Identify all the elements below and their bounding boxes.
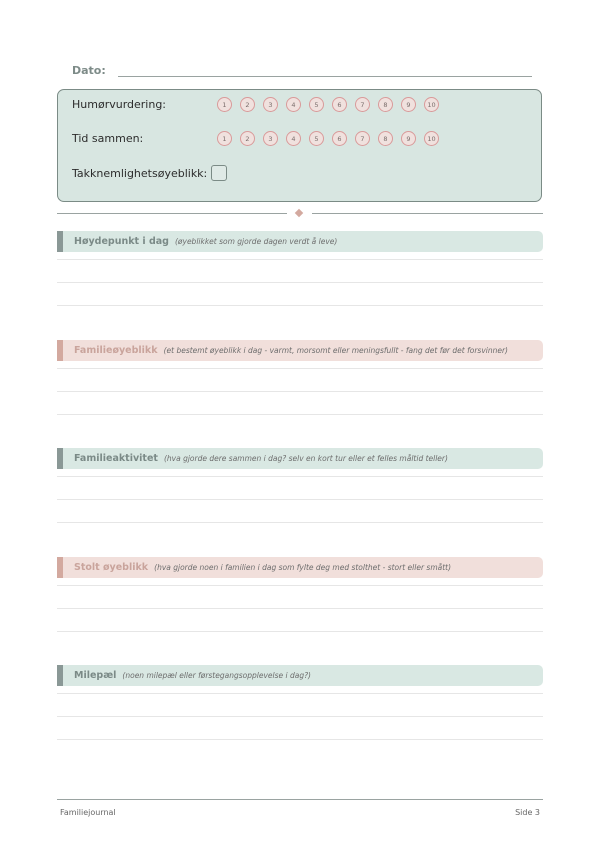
time-option[interactable]: 3 <box>263 131 278 146</box>
time-option[interactable]: 5 <box>309 131 324 146</box>
section-title <box>74 453 448 464</box>
mood-option[interactable]: 9 <box>401 97 416 112</box>
section-family-moment <box>57 340 543 361</box>
section-title <box>74 345 508 356</box>
date-input-line[interactable] <box>118 76 532 77</box>
section-header <box>57 340 543 361</box>
page-number: Side 3 <box>515 808 540 817</box>
section-hint: (hva gjorde dere sammen i dag? selv en kort tur eller et felles måltid teller) <box>163 454 448 463</box>
section-title-text: Høydepunkt i dag <box>74 236 169 247</box>
section-title <box>74 670 311 681</box>
section-title-text: Familieøyeblikk <box>74 345 158 356</box>
section-accent-bar <box>57 557 63 578</box>
time-option[interactable]: 1 <box>217 131 232 146</box>
mood-option[interactable]: 5 <box>309 97 324 112</box>
writing-line[interactable] <box>57 693 543 694</box>
time-scale <box>217 131 447 146</box>
mood-option[interactable]: 4 <box>286 97 301 112</box>
time-option[interactable]: 8 <box>378 131 393 146</box>
rating-panel <box>57 89 542 202</box>
writing-line[interactable] <box>57 716 543 717</box>
section-proud-moment <box>57 557 543 578</box>
section-header <box>57 231 543 252</box>
time-option[interactable]: 7 <box>355 131 370 146</box>
section-header <box>57 665 543 686</box>
mood-option[interactable]: 8 <box>378 97 393 112</box>
mood-option[interactable]: 10 <box>424 97 439 112</box>
writing-line[interactable] <box>57 608 543 609</box>
divider-left <box>57 213 287 214</box>
section-header <box>57 448 543 469</box>
divider-diamond-icon <box>295 209 303 217</box>
mood-scale <box>217 97 447 112</box>
footer-divider <box>57 799 543 800</box>
time-option[interactable]: 2 <box>240 131 255 146</box>
writing-line[interactable] <box>57 391 543 392</box>
section-title <box>74 562 451 573</box>
time-label: Tid sammen: <box>72 132 144 145</box>
section-accent-bar <box>57 448 63 469</box>
section-family-activity <box>57 448 543 469</box>
footer-title: Familiejournal <box>60 808 116 817</box>
mood-option[interactable]: 1 <box>217 97 232 112</box>
writing-line[interactable] <box>57 368 543 369</box>
writing-line[interactable] <box>57 282 543 283</box>
writing-line[interactable] <box>57 739 543 740</box>
section-title-text: Stolt øyeblikk <box>74 562 149 573</box>
section-hint: (hva gjorde noen i familien i dag som fylte deg med stolthet - stort eller smått) <box>154 563 452 572</box>
mood-option[interactable]: 3 <box>263 97 278 112</box>
writing-line[interactable] <box>57 305 543 306</box>
section-title-text: Milepæl <box>74 670 117 681</box>
writing-line[interactable] <box>57 414 543 415</box>
date-label: Dato: <box>72 64 106 77</box>
mood-option[interactable]: 2 <box>240 97 255 112</box>
section-milestone <box>57 665 543 686</box>
section-title <box>74 236 337 247</box>
divider-right <box>312 213 543 214</box>
mood-option[interactable]: 7 <box>355 97 370 112</box>
section-hint: (et bestemt øyeblikk i dag - varmt, morsomt eller meningsfullt - fang det før det forsvinner) <box>163 346 508 355</box>
section-header <box>57 557 543 578</box>
time-option[interactable]: 6 <box>332 131 347 146</box>
section-accent-bar <box>57 231 63 252</box>
mood-label: Humørvurdering: <box>72 98 167 111</box>
mood-option[interactable]: 6 <box>332 97 347 112</box>
writing-line[interactable] <box>57 585 543 586</box>
section-highlight <box>57 231 543 252</box>
time-option[interactable]: 4 <box>286 131 301 146</box>
time-option[interactable]: 10 <box>424 131 439 146</box>
writing-line[interactable] <box>57 476 543 477</box>
writing-line[interactable] <box>57 259 543 260</box>
time-option[interactable]: 9 <box>401 131 416 146</box>
date-row <box>72 62 532 80</box>
writing-line[interactable] <box>57 522 543 523</box>
section-accent-bar <box>57 340 63 361</box>
section-hint: (noen milepæl eller førstegangsopplevelse i dag?) <box>122 671 311 680</box>
writing-line[interactable] <box>57 499 543 500</box>
gratitude-label: Takknemlighetsøyeblikk: <box>72 167 208 180</box>
gratitude-checkbox[interactable] <box>211 165 227 181</box>
section-accent-bar <box>57 665 63 686</box>
section-hint: (øyeblikket som gjorde dagen verdt å leve) <box>174 237 338 246</box>
section-title-text: Familieaktivitet <box>74 453 158 464</box>
writing-line[interactable] <box>57 631 543 632</box>
